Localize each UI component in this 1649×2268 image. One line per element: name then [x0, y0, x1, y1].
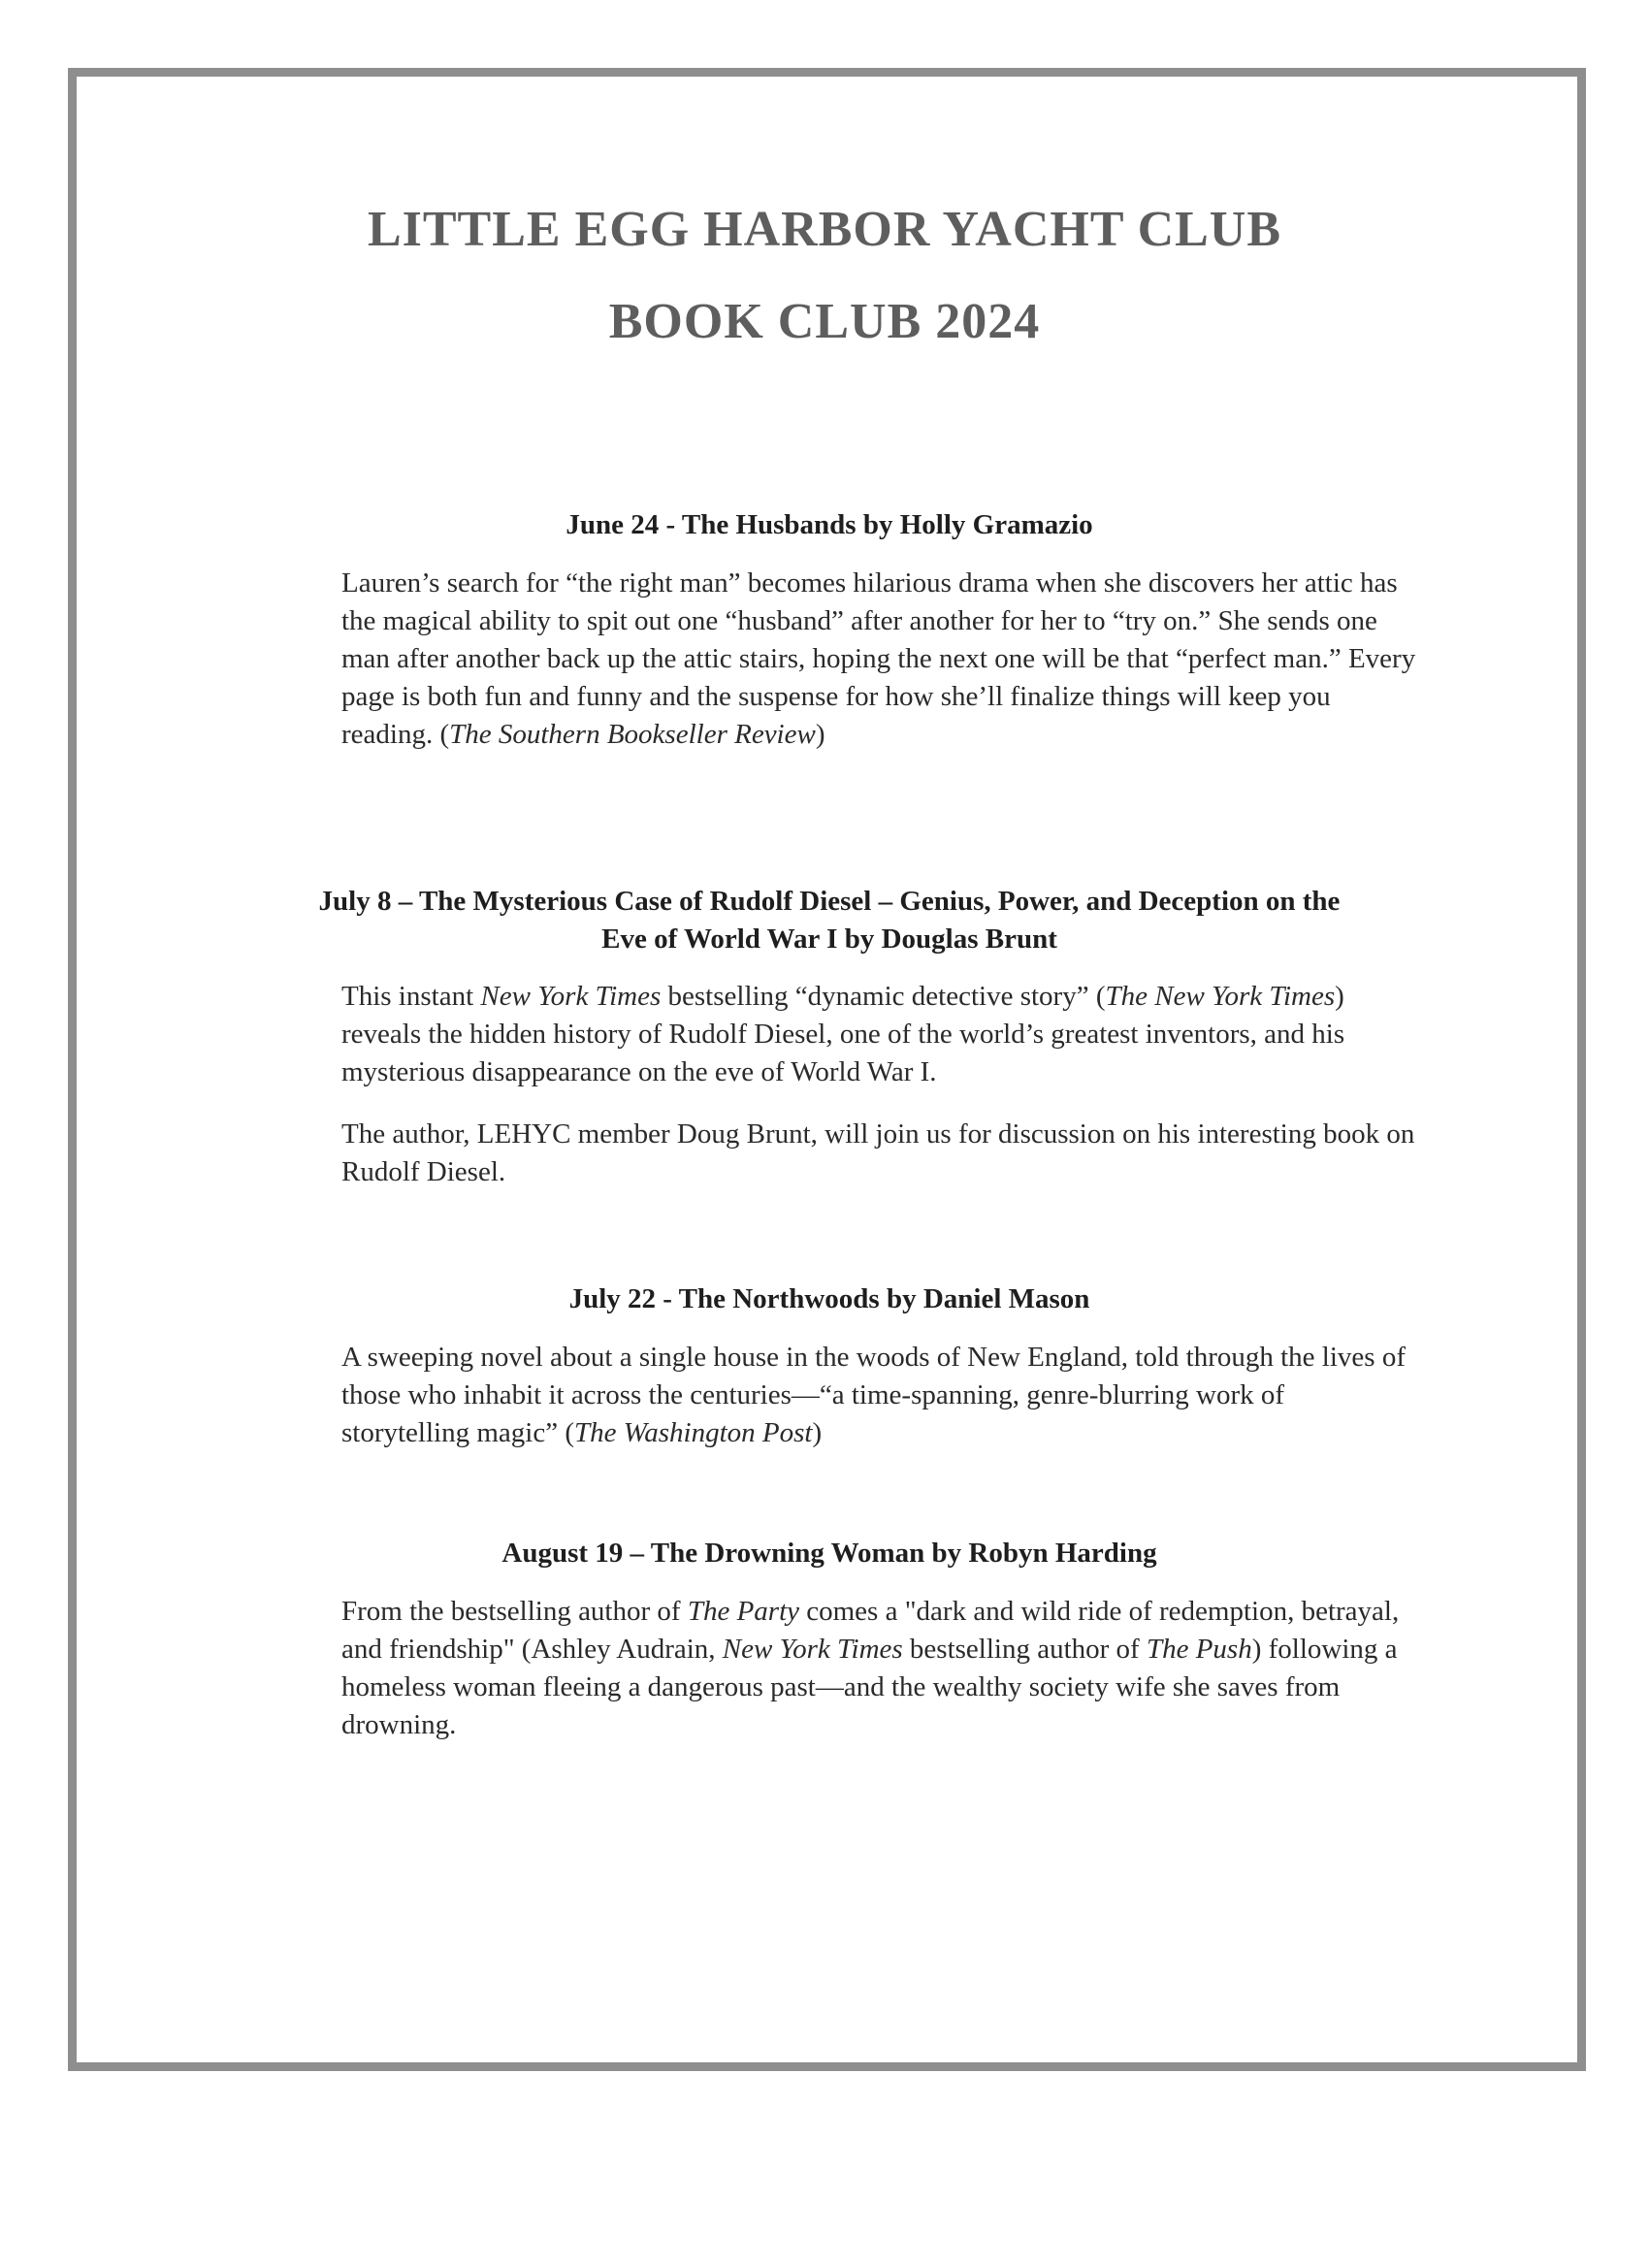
- text-run: ) reveals the hidden history of Rudolf Diesel, one of the world’s greatest inventors, and his mysterious disappearance on the eve of World War I.: [341, 981, 1345, 1087]
- club-title: LITTLE EGG HARBOR YACHT CLUB: [367, 202, 1282, 257]
- text-run: ) following a homeless woman fleeing a dangerous past—and the wealthy society wife she saves from drowning.: [341, 1634, 1398, 1740]
- book-heading-july-8: [242, 883, 1416, 958]
- italic-title: The New York Times: [1105, 981, 1336, 1012]
- text-run: bestselling “dynamic detective story” (: [661, 981, 1106, 1012]
- book-description: [341, 1339, 1416, 1452]
- book-note: [341, 1116, 1416, 1191]
- book-club-year-title: BOOK CLUB 2024: [608, 294, 1041, 349]
- italic-title: The Southern Bookseller Review: [449, 719, 816, 750]
- text-run: comes a "dark and wild ride of redemption, betrayal, and friendship" (Ashley Audrain,: [341, 1596, 1400, 1665]
- italic-title: New York Times: [722, 1634, 903, 1665]
- text-run: From the bestselling author of: [341, 1596, 688, 1627]
- book-description: [341, 1593, 1416, 1744]
- italic-title: The Push: [1146, 1634, 1252, 1665]
- book-description: [341, 565, 1416, 754]
- book-heading-line: July 8 – The Mysterious Case of Rudolf Diesel – Genius, Power, and Deception on the: [318, 886, 1341, 917]
- book-heading-july-22: July 22 - The Northwoods by Daniel Mason: [568, 1283, 1090, 1314]
- book-heading-august-19: August 19 – The Drowning Woman by Robyn Harding: [501, 1538, 1157, 1569]
- text-run: ): [815, 719, 825, 750]
- text-run: Lauren’s search for “the right man” becomes hilarious drama when she discovers her attic has the magical ability to spit out one “husband” after another for her to “try on.” She sends one man after another back up the attic stairs, hoping the next one will be that “perfect man.” Every page is both fun and funny and the suspense for how she’ll finalize things will keep you reading. (: [341, 567, 1416, 750]
- text-run: The author, LEHYC member Doug Brunt, will join us for discussion on his interesting book on Rudolf Diesel.: [341, 1118, 1415, 1187]
- book-heading-june-24: June 24 - The Husbands by Holly Gramazio: [566, 509, 1093, 540]
- text-run: bestselling author of: [902, 1634, 1147, 1665]
- book-heading-line: Eve of World War I by Douglas Brunt: [601, 923, 1057, 955]
- text-run: A sweeping novel about a single house in the woods of New England, told through the lives of those who inhabit it across the centuries—“a time-spanning, genre-blurring work of storytelling magic” (: [341, 1342, 1406, 1448]
- italic-title: The Party: [687, 1596, 799, 1627]
- text-run: ): [812, 1417, 823, 1448]
- text-run: This instant: [341, 981, 481, 1012]
- italic-title: The Washington Post: [574, 1417, 813, 1448]
- italic-title: New York Times: [480, 981, 662, 1012]
- book-description: [341, 978, 1416, 1091]
